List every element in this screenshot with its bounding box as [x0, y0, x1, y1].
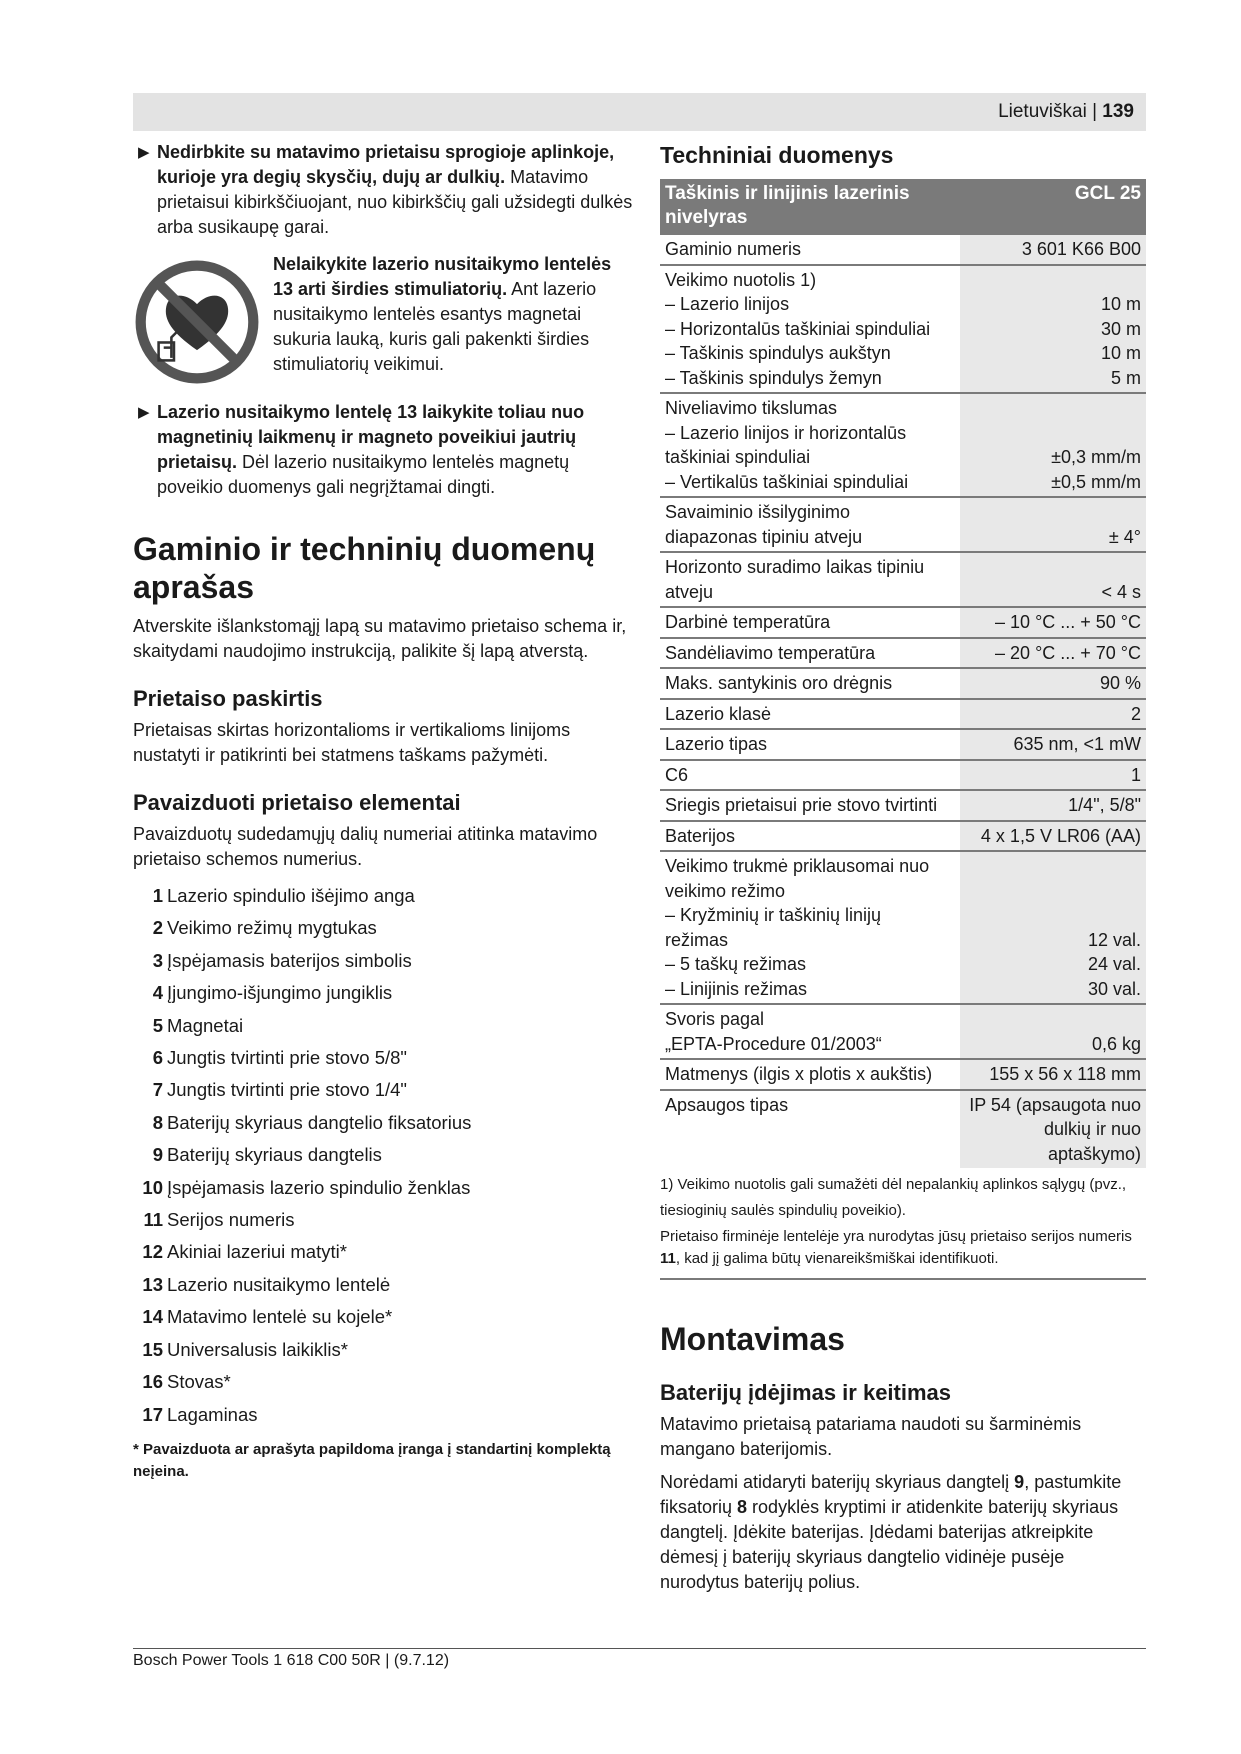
spec-label: Matmenys (ilgis x plotis x aukštis) — [660, 1059, 960, 1090]
spec-body — [660, 234, 1146, 1168]
part-label: Jungtis tvirtinti prie stovo 1/4" — [167, 1079, 407, 1101]
spec-value: 2 — [960, 699, 1146, 730]
serial-note-pre: Prietaiso firminėje lentelėje yra nurodytas jūsų prietaiso serijos numeris — [660, 1228, 1132, 1245]
spec-row — [660, 638, 1146, 669]
part-label: Baterijų skyriaus dangtelio fiksatorius — [167, 1111, 472, 1133]
footer-text: Bosch Power Tools 1 618 C00 50R | (9.7.12) — [133, 1652, 450, 1669]
part-item — [133, 945, 633, 977]
spec-value: ±0,3 mm/m ±0,5 mm/m — [960, 393, 1146, 497]
pacemaker-bold: Nelaikykite lazerio nusitaikymo lentelės 13 arti širdies stimuliatorių. — [273, 254, 612, 299]
spec-label: Lazerio klasė — [660, 699, 960, 730]
spec-table — [660, 179, 1146, 1168]
spec-label: Gaminio numeris — [660, 234, 960, 265]
part-item — [133, 1366, 633, 1398]
spec-value: 3 601 K66 B00 — [960, 234, 1146, 265]
right-column — [660, 140, 1146, 1603]
part-item — [133, 1399, 633, 1431]
battery-p2-d: 8 — [737, 1497, 748, 1517]
part-number: 15 — [142, 1338, 163, 1360]
part-label: Lazerio nusitaikymo lentelė — [167, 1273, 391, 1295]
part-number: 3 — [152, 949, 163, 971]
part-label: Universalusis laikiklis* — [167, 1338, 348, 1360]
part-number: 10 — [142, 1176, 163, 1198]
page-number: 139 — [1102, 101, 1134, 122]
battery-p2-c: , pastumkite fiksatorių — [660, 1472, 1122, 1517]
part-number: 13 — [142, 1273, 163, 1295]
pacemaker-text: Ant lazerio nusitaikymo lentelės esantys magnetai sukuria lauką, kuris gali pakenkti širdies stimuliatorių veikimui. — [273, 279, 597, 374]
spec-row — [660, 821, 1146, 852]
part-number: 11 — [143, 1209, 163, 1231]
part-item — [133, 1074, 633, 1106]
part-label: Įjungimo-išjungimo jungiklis — [167, 982, 393, 1004]
spec-label: C6 — [660, 760, 960, 791]
part-label: Jungtis tvirtinti prie stovo 5/8" — [167, 1047, 407, 1069]
part-number: 5 — [152, 1014, 163, 1036]
spec-value: ± 4° — [960, 497, 1146, 552]
serial-note-post: , kad jį galima būtų vienareikšmiškai identifikuoti. — [675, 1250, 999, 1267]
part-number: 6 — [152, 1047, 163, 1069]
spec-value: 635 nm, <1 mW — [960, 729, 1146, 760]
part-label: Baterijų skyriaus dangtelis — [167, 1144, 382, 1166]
part-item — [133, 1139, 633, 1171]
spec-row — [660, 552, 1146, 607]
warning-explosive-bold: Nedirbkite su matavimo prietaisu sprogioje aplinkoje, kurioje yra degių skysčių, dujų ar dulkių. — [157, 142, 615, 187]
spec-value: 90 % — [960, 668, 1146, 699]
parts-intro: Pavaizduotų sudedamųjų dalių numeriai atitinka matavimo prietaiso schemos numerius. — [133, 824, 598, 869]
spec-row — [660, 760, 1146, 791]
part-label: Serijos numeris — [167, 1209, 295, 1231]
battery-paragraph-2 — [660, 1470, 1146, 1595]
spec-row — [660, 1090, 1146, 1169]
part-item — [133, 1172, 633, 1204]
spec-header-row — [660, 179, 1146, 234]
spec-row — [660, 607, 1146, 638]
spec-footnote-serial — [660, 1226, 1146, 1280]
battery-p2-e: rodyklės kryptimi ir atidenkite baterijų skyriaus dangtelį. Įdėkite baterijas. Įdėdami baterijas atkreipkite dėmesį į baterijų skyriaus dangtelio vidinėje pusėje nurodytus baterijų polius. — [660, 1497, 1119, 1592]
spec-value: 1/4", 5/8" — [960, 790, 1146, 821]
spec-row — [660, 1004, 1146, 1059]
spec-value: – 20 °C ... + 70 °C — [960, 638, 1146, 669]
spec-label: Sandėliavimo temperatūra — [660, 638, 960, 669]
spec-value: 1 — [960, 760, 1146, 791]
part-number: 2 — [152, 917, 163, 939]
pacemaker-warning — [133, 252, 633, 386]
spec-value: < 4 s — [960, 552, 1146, 607]
spec-label: Lazerio tipas — [660, 729, 960, 760]
spec-label: Veikimo nuotolis 1) – Lazerio linijos – Horizontalūs taškiniai spinduliai – Taškinis spindulys aukštyn – Taškinis spindulys žemyn — [660, 265, 960, 394]
part-item — [133, 1269, 633, 1301]
pacemaker-text-block — [273, 252, 633, 386]
spec-label: Veikimo trukmė priklausomai nuo veikimo režimo – Kryžminių ir taškinių linijų režimas – 5 taškų režimas – Linijinis režimas — [660, 851, 960, 1004]
spec-header-model: GCL 25 — [960, 179, 1146, 234]
warning-explosive — [133, 140, 633, 240]
montavimas-section — [660, 1320, 1146, 1595]
part-item — [133, 1107, 633, 1139]
spec-header-label: Taškinis ir linijinis lazerinis nivelyras — [660, 179, 960, 234]
spec-row — [660, 668, 1146, 699]
spec-row — [660, 1059, 1146, 1090]
part-item — [133, 977, 633, 1009]
warning-magnetic-bold: Lazerio nusitaikymo lentelę 13 laikykite toliau nuo magnetinių laikmenų ir magneto poveikiui jautrių prietaisų. — [157, 402, 585, 472]
spec-value: 4 x 1,5 V LR06 (AA) — [960, 821, 1146, 852]
spec-label: Baterijos — [660, 821, 960, 852]
spec-value: – 10 °C ... + 50 °C — [960, 607, 1146, 638]
part-label: Matavimo lentelė su kojele* — [167, 1306, 393, 1328]
spec-row — [660, 851, 1146, 1004]
spec-value: IP 54 (apsaugota nuo dulkių ir nuo aptaškymo) — [960, 1090, 1146, 1169]
part-number: 4 — [152, 982, 163, 1004]
bullet-arrow-icon: ▶ — [138, 144, 150, 161]
spec-label: Savaiminio išsilyginimo diapazonas tipiniu atveju — [660, 497, 960, 552]
serial-note-num: 11 — [660, 1250, 676, 1267]
part-number: 7 — [152, 1079, 163, 1101]
spec-label: Apsaugos tipas — [660, 1090, 960, 1169]
part-item — [133, 880, 633, 912]
bullet-arrow-icon: ▶ — [138, 404, 150, 421]
spec-row — [660, 393, 1146, 497]
part-label: Veikimo režimų mygtukas — [167, 917, 377, 939]
part-number: 14 — [142, 1306, 163, 1328]
spec-title: Techniniai duomenys — [660, 142, 894, 168]
part-item — [133, 1204, 633, 1236]
spec-value: 10 m 30 m 10 m 5 m — [960, 265, 1146, 394]
part-label: Lazerio spindulio išėjimo anga — [167, 885, 415, 906]
purpose-title: Prietaiso paskirtis — [133, 686, 323, 711]
spec-label: Sriegis prietaisui prie stovo tvirtinti — [660, 790, 960, 821]
part-number: 17 — [142, 1403, 163, 1425]
part-item — [133, 912, 633, 944]
part-label: Stovas* — [167, 1371, 231, 1393]
battery-p2-b: 9 — [1014, 1472, 1025, 1492]
spec-row — [660, 699, 1146, 730]
warning-magnetic-text: Dėl lazerio nusitaikymo lentelės magnetų poveikio duomenys gali negrįžtamai dingti. — [157, 452, 570, 497]
montavimas-title: Montavimas — [660, 1321, 845, 1357]
spec-label: Svoris pagal „EPTA-Procedure 01/2003“ — [660, 1004, 960, 1059]
left-column — [133, 140, 633, 1483]
part-item — [133, 1334, 633, 1366]
part-label: Įspėjamasis lazerio spindulio ženklas — [167, 1176, 471, 1198]
part-item — [133, 1010, 633, 1042]
spec-value: 0,6 kg — [960, 1004, 1146, 1059]
header-text: Lietuviškai | 139 — [998, 101, 1134, 122]
part-number: 1 — [152, 885, 163, 906]
spec-value: 12 val. 24 val. 30 val. — [960, 851, 1146, 1004]
spec-value: 155 x 56 x 118 mm — [960, 1059, 1146, 1090]
spec-row — [660, 790, 1146, 821]
section-intro: Atverskite išlankstomąjį lapą su matavimo prietaiso schema ir, skaitydami naudojimo instrukciją, palikite šį lapą atverstą. — [133, 616, 627, 661]
part-item — [133, 1301, 633, 1333]
part-number: 9 — [152, 1144, 163, 1166]
header-language: Lietuviškai — [998, 101, 1087, 122]
warning-magnetic — [133, 400, 633, 500]
battery-p2-a: Norėdami atidaryti baterijų skyriaus dangtelį — [660, 1472, 1015, 1492]
part-number: 8 — [152, 1111, 163, 1133]
spec-row — [660, 265, 1146, 394]
part-item — [133, 1042, 633, 1074]
battery-paragraph-1: Matavimo prietaisą patariama naudoti su šarminėmis mangano baterijomis. — [660, 1414, 1082, 1459]
spec-label: Darbinė temperatūra — [660, 607, 960, 638]
footer-divider — [133, 1648, 1146, 1649]
spec-label: Niveliavimo tikslumas – Lazerio linijos ir horizontalūs taškiniai spinduliai – Vertikalūs taškiniai spinduliai — [660, 393, 960, 497]
battery-title: Baterijų įdėjimas ir keitimas — [660, 1380, 952, 1405]
spec-label: Horizonto suradimo laikas tipiniu atveju — [660, 552, 960, 607]
purpose-text: Prietaisas skirtas horizontalioms ir vertikalioms linijoms nustatyti ir patikrinti bei statmens taškams pažymėti. — [133, 720, 571, 765]
part-number: 12 — [142, 1241, 163, 1263]
part-label: Įspėjamasis baterijos simbolis — [167, 949, 412, 971]
part-item — [133, 1236, 633, 1268]
spec-label: Maks. santykinis oro drėgnis — [660, 668, 960, 699]
part-label: Akiniai lazeriui matyti* — [167, 1241, 347, 1263]
spec-row — [660, 497, 1146, 552]
parts-footnote: * Pavaizduota ar aprašyta papildoma įranga į standartinį komplektą neįeina. — [133, 1440, 611, 1480]
warning-explosive-text: Matavimo prietaisui kibirkščiuojant, nuo kibirkščių gali užsidegti dulkės arba susikaupę garai. — [157, 167, 633, 237]
part-number: 16 — [142, 1371, 163, 1393]
pacemaker-prohibited-icon — [133, 258, 261, 386]
part-label: Lagaminas — [167, 1403, 258, 1425]
spec-footnote-range: 1) Veikimo nuotolis gali sumažėti dėl nepalankių aplinkos sąlygų (pvz., tiesioginių saulės spindulių poveikio). — [660, 1176, 1127, 1219]
section-title: Gaminio ir techninių duomenų aprašas — [133, 531, 596, 605]
parts-title: Pavaizduoti prietaiso elementai — [133, 790, 461, 815]
part-label: Magnetai — [167, 1014, 244, 1036]
spec-row — [660, 234, 1146, 265]
spec-row — [660, 729, 1146, 760]
parts-list — [133, 880, 633, 1431]
header-bar — [133, 93, 1146, 131]
